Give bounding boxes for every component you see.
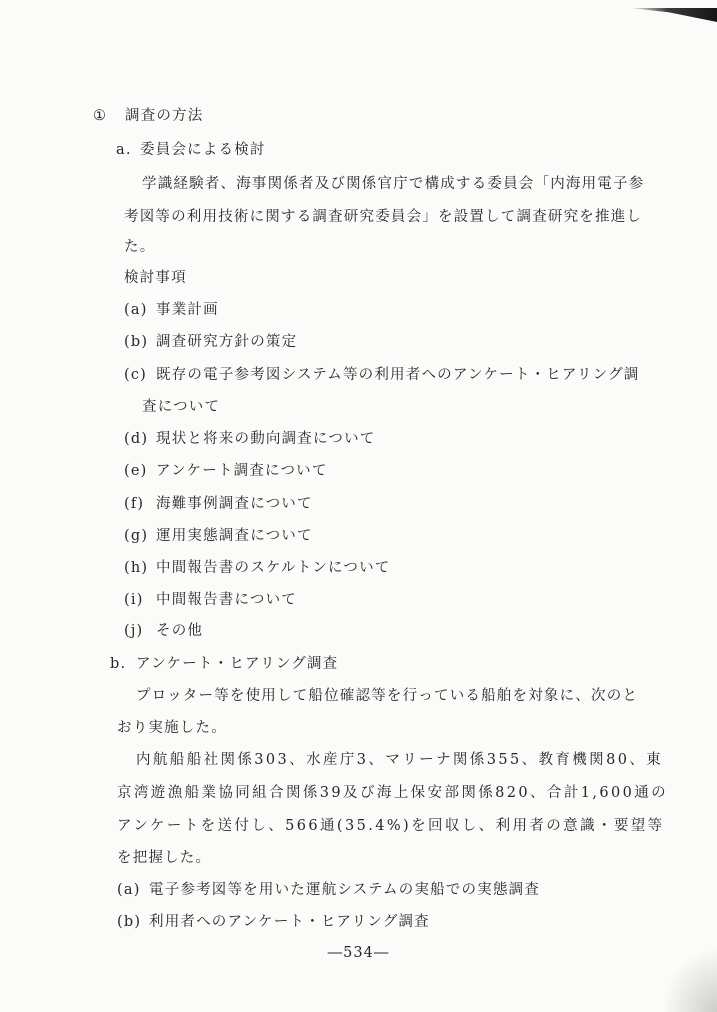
subsection-a-title: 委員会による検討 (140, 142, 266, 158)
b-list-item (117, 912, 430, 932)
list-item-marker: (h) (124, 560, 149, 576)
list-item (124, 621, 203, 641)
list-item (124, 590, 297, 610)
list-item (124, 429, 376, 449)
list-item-text: その他 (156, 623, 204, 639)
paragraph-line: アンケートを送付し、566通(35.4%)を回収し、利用者の意識・要望等 (117, 818, 665, 834)
b-list-item-marker: (a) (117, 882, 141, 898)
list-item-marker: (a) (124, 302, 148, 318)
list-item-text: 既存の電子参考図システム等の利用者へのアンケート・ヒアリング調 (156, 367, 640, 383)
section-marker: ① (93, 108, 108, 124)
list-item-text: 海難事例調査について (156, 496, 313, 512)
list-item (124, 558, 390, 578)
list-item-marker: (i) (124, 592, 144, 608)
paragraph-line: 考図等の利用技術に関する調査研究委員会」を設置して調査研究を推進し (124, 209, 643, 225)
list-item-marker: (j) (124, 623, 144, 639)
paragraph-line: 京湾遊漁船業協同組合関係39及び海上保安部関係820、合計1,600通の (117, 785, 669, 801)
list-item (124, 494, 313, 514)
list-item (124, 332, 297, 352)
list-item-text: 中間報告書について (156, 592, 298, 608)
subsection-a-heading (116, 140, 266, 160)
paragraph-line: を把握した。 (117, 850, 212, 866)
list-item-marker: (g) (124, 528, 149, 544)
list-item-marker: (b) (124, 334, 149, 350)
list-item-text: 現状と将来の動向調査について (156, 431, 376, 447)
list-item (124, 526, 313, 546)
list-item-text: アンケート調査について (156, 463, 328, 479)
list-item-marker: (e) (124, 463, 148, 479)
items-label: 検討事項 (124, 270, 187, 286)
b-list-item-text: 電子参考図等を用いた運航システムの実船での実態調査 (149, 882, 541, 898)
list-item-continuation: 査について (142, 399, 221, 415)
section-heading (93, 106, 204, 126)
paragraph-line: た。 (124, 239, 156, 255)
list-item (124, 461, 328, 481)
b-list-item-marker: (b) (117, 914, 142, 930)
subsection-b-marker: b. (110, 656, 127, 672)
subsection-b-title: アンケート・ヒアリング調査 (136, 656, 339, 672)
b-list-item (117, 880, 540, 900)
paragraph-line: 学識経験者、海事関係者及び関係官庁で構成する委員会「内海用電子参 (142, 176, 645, 192)
list-item (124, 300, 219, 320)
list-item-text: 調査研究方針の策定 (156, 334, 298, 350)
list-item-text: 運用実態調査について (156, 528, 313, 544)
section-title: 調査の方法 (125, 108, 204, 124)
paragraph-line: 内航船船社関係303、水産庁3、マリーナ関係355、教育機関80、東 (136, 752, 664, 768)
list-item (124, 365, 640, 385)
list-item-text: 事業計画 (156, 302, 219, 318)
list-item-marker: (f) (124, 496, 145, 512)
list-item-text: 中間報告書のスケルトンについて (156, 560, 391, 576)
subsection-b-heading (110, 654, 338, 674)
paragraph-line: おり実施した。 (117, 720, 227, 736)
list-item-marker: (d) (124, 431, 149, 447)
paragraph-line: プロッター等を使用して船位確認等を行っている船舶を対象に、次のと (136, 688, 639, 704)
list-item-marker: (c) (124, 367, 148, 383)
scan-mark (629, 8, 717, 22)
subsection-a-marker: a. (116, 142, 132, 158)
b-list-item-text: 利用者へのアンケート・ヒアリング調査 (149, 914, 430, 930)
page-number: ―534― (327, 945, 390, 961)
